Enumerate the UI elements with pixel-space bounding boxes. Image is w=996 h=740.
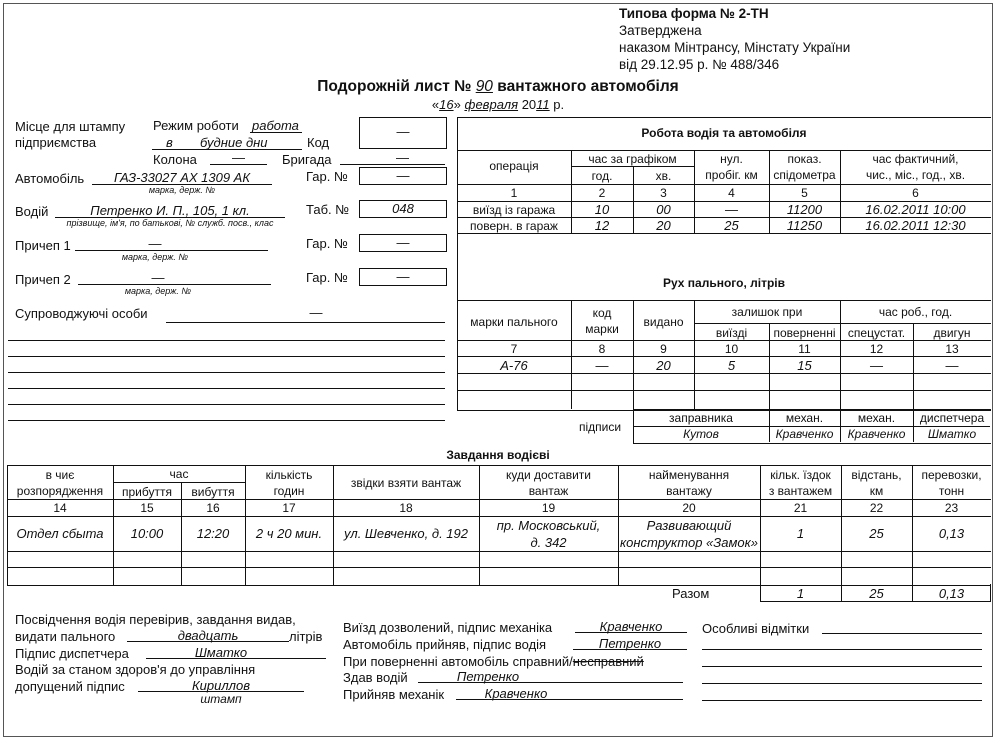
- kolona-value[interactable]: —: [232, 150, 245, 165]
- work-row-zero[interactable]: —: [725, 202, 738, 217]
- task-num: 16: [206, 501, 220, 515]
- sign-disp[interactable]: Шматко: [927, 427, 977, 441]
- task-h-dist-1: відстань,: [851, 468, 902, 482]
- bottom-l3: Підпис диспетчера: [15, 646, 129, 661]
- total-label: Разом: [672, 586, 710, 601]
- work-num: 2: [598, 186, 606, 200]
- fuel-num: 11: [798, 342, 811, 356]
- work-row-hour[interactable]: 10: [594, 202, 610, 217]
- task-dep[interactable]: 12:20: [196, 526, 230, 541]
- tab-label: Таб. №: [306, 202, 350, 217]
- order-label: наказом Мінтрансу, Мінстату України: [619, 40, 851, 55]
- task-h-trips-2: з вантажем: [768, 484, 833, 498]
- waybill-number[interactable]: 90: [475, 78, 493, 95]
- task-num: 15: [140, 501, 154, 515]
- auto-hint: марка, держ. №: [148, 185, 216, 195]
- fuel-amount[interactable]: двадцать: [177, 628, 239, 643]
- medic-sign[interactable]: Кириллов: [191, 678, 251, 693]
- driver-accept-sign[interactable]: Петренко: [598, 636, 662, 651]
- order-date: від 29.12.95 р. № 488/346: [619, 57, 780, 72]
- task-h-order-2: розпорядження: [16, 484, 104, 498]
- task-h-trips-1: кільк. їздок: [770, 468, 831, 482]
- task-dist[interactable]: 25: [869, 526, 884, 541]
- task-trips[interactable]: 1: [796, 526, 805, 541]
- fuel-num: 12: [869, 342, 884, 356]
- date-month[interactable]: февраля: [464, 97, 519, 112]
- bottom-l5: допущений підпис: [15, 679, 125, 694]
- work-num: 5: [801, 186, 808, 200]
- task-title: Завдання водієві: [446, 448, 550, 462]
- fuel-title: Рух пального, літрів: [662, 276, 786, 290]
- total-dist[interactable]: 25: [869, 586, 884, 601]
- task-h-tons-2: тонн: [938, 484, 965, 498]
- work-row-fact[interactable]: 16.02.2011 10:00: [865, 202, 966, 217]
- bottom-m4: Здав водій: [343, 670, 408, 685]
- bottom-m1: Виїзд дозволений, підпис механіка: [343, 620, 553, 635]
- driver-hint: прізвище, ім'я, по батькові, № служб. посв., клас: [66, 218, 274, 228]
- fuel-h-out: виїзді: [715, 326, 748, 340]
- bottom-m5: Прийняв механік: [343, 687, 445, 702]
- driver-value[interactable]: Петренко И. П., 105, 1 кл.: [90, 203, 250, 218]
- approved-label: Затверджена: [619, 23, 702, 38]
- work-num: 3: [660, 186, 667, 200]
- task-num: 18: [399, 501, 413, 515]
- work-h-odo-1: показ.: [787, 152, 822, 166]
- task-h-arr: прибуття: [122, 485, 172, 499]
- fuel-h-code-2: марки: [585, 322, 619, 336]
- fuel-h-brand: марки пального: [470, 315, 558, 329]
- total-trips[interactable]: 1: [796, 586, 805, 601]
- sign-h-mech1: механ.: [785, 411, 824, 425]
- fuel-h-work: час роб., год.: [878, 305, 953, 319]
- work-h-odo-2: спідометра: [773, 168, 836, 182]
- tab-value: 048: [392, 201, 414, 216]
- fuel-issued[interactable]: 20: [656, 358, 671, 373]
- task-num: 17: [282, 501, 296, 515]
- fuel-h-code-1: код: [592, 306, 612, 320]
- work-title: Робота водія та автомобіля: [641, 126, 807, 140]
- task-tons[interactable]: 0,13: [938, 526, 965, 541]
- fuel-spec[interactable]: —: [870, 358, 883, 373]
- task-h-to-2: вантаж: [528, 484, 569, 498]
- trailer2-label: Причеп 2: [15, 272, 71, 287]
- regime-value-1[interactable]: работа: [252, 118, 299, 133]
- fuel-code[interactable]: —: [595, 358, 609, 373]
- trailer1-label: Причеп 1: [15, 238, 71, 253]
- fuel-h-spec: спецустат.: [847, 326, 906, 340]
- task-h-to-1: куди доставити: [505, 468, 591, 482]
- title-prefix: Подорожній лист №: [317, 78, 472, 95]
- gar1-label: Гар. №: [306, 169, 348, 184]
- task-name-1[interactable]: Развивающий: [646, 518, 732, 533]
- fuel-h-eng: двигун: [933, 326, 971, 340]
- sign-mech2[interactable]: Кравченко: [847, 427, 906, 441]
- work-num: 1: [510, 186, 518, 200]
- bryhada-label: Бригада: [282, 152, 332, 167]
- sign-fueler[interactable]: Кутов: [683, 427, 719, 441]
- task-num: 14: [53, 501, 67, 515]
- work-h-zero-1: нул.: [720, 152, 743, 166]
- gar1-value: —: [396, 168, 410, 183]
- task-h-hours-2: годин: [273, 484, 305, 498]
- task-num: 22: [869, 501, 884, 515]
- document-date: «16» февраля 2011 р.: [431, 97, 565, 112]
- work-h-min: хв.: [655, 169, 672, 183]
- bryhada-value[interactable]: —: [396, 150, 409, 165]
- fuel-out[interactable]: 5: [727, 358, 736, 373]
- faulty-option: несправний: [572, 654, 644, 669]
- regime-label: Режим роботи: [153, 118, 239, 133]
- gar2-label: Гар. №: [306, 236, 348, 251]
- task-hours[interactable]: 2 ч 20 мин.: [255, 526, 323, 541]
- work-row-hour[interactable]: 12: [594, 218, 610, 233]
- mechanic-out-sign[interactable]: Кравченко: [599, 619, 663, 634]
- work-h-zero-2: пробіг. км: [705, 168, 758, 182]
- task-to-1[interactable]: пр. Московський,: [496, 518, 601, 533]
- work-row-op: поверн. в гараж: [470, 219, 558, 233]
- task-name-2[interactable]: конструктор «Замок»: [620, 535, 758, 550]
- trailer1-value[interactable]: —: [148, 236, 162, 251]
- regime-value-2a[interactable]: в: [166, 135, 173, 150]
- auto-value[interactable]: ГАЗ-33027 АХ 1309 АК: [113, 170, 251, 185]
- work-row-op: виїзд із гаража: [472, 203, 556, 217]
- work-h-fact-1: час фактичний,: [872, 152, 959, 166]
- driver-label: Водій: [15, 204, 49, 219]
- bottom-m3: При поверненні автомобіль справний/несправний: [343, 654, 644, 669]
- work-row-odo[interactable]: 11250: [786, 218, 823, 233]
- task-num: 19: [541, 501, 556, 515]
- date-year[interactable]: 11: [536, 97, 550, 112]
- task-order[interactable]: Отдел сбыта: [16, 526, 104, 541]
- work-row-odo[interactable]: 11200: [786, 202, 823, 217]
- gar3-value: —: [396, 269, 410, 284]
- fuel-num: 13: [945, 342, 959, 356]
- work-num: 6: [912, 186, 919, 200]
- task-h-dist-2: км: [869, 484, 884, 498]
- work-row-min[interactable]: 20: [656, 218, 671, 233]
- dispatcher-sign[interactable]: Шматко: [194, 645, 248, 660]
- work-row-zero[interactable]: 25: [724, 218, 739, 233]
- fuel-h-issued: видано: [643, 315, 684, 329]
- work-num: 4: [728, 186, 735, 200]
- signatures-label: підписи: [579, 420, 622, 434]
- fuel-num: 7: [510, 342, 518, 356]
- sign-h-fueler: заправника: [669, 411, 733, 425]
- auto-label: Автомобіль: [15, 171, 85, 186]
- bottom-m2: Автомобіль прийняв, підпис водія: [343, 637, 547, 652]
- work-h-hour: год.: [591, 169, 613, 183]
- sign-mech1[interactable]: Кравченко: [775, 427, 834, 441]
- task-num: 21: [793, 501, 808, 515]
- task-from[interactable]: ул. Шевченко, д. 192: [344, 526, 468, 541]
- trailer1-hint: марка, держ. №: [121, 252, 189, 262]
- task-h-hours-1: кількість: [265, 468, 313, 482]
- work-h-sched: час за графіком: [588, 152, 677, 166]
- stamp-hint: штамп: [200, 692, 242, 706]
- kod-label: Код: [307, 135, 330, 150]
- task-num: 23: [944, 501, 959, 515]
- driver-return-sign[interactable]: Петренко: [456, 669, 520, 684]
- document-title: [0, 78, 996, 96]
- form-header: [619, 5, 850, 73]
- total-tons[interactable]: 0,13: [938, 586, 965, 601]
- special-notes-label: Особливі відмітки: [702, 621, 810, 636]
- fuel-h-rest: залишок при: [731, 305, 803, 319]
- escort-value[interactable]: —: [309, 305, 323, 320]
- fuel-num: 10: [724, 342, 739, 356]
- escort-label: Супроводжуючі особи: [15, 306, 148, 321]
- mechanic-return-sign[interactable]: Кравченко: [484, 686, 548, 701]
- stamp-label-2: підприємства: [15, 135, 97, 150]
- task-num: 20: [682, 501, 696, 515]
- bottom-l4: Водій за станом здоров'я до управління: [15, 662, 256, 677]
- date-day[interactable]: 16: [439, 97, 454, 112]
- fuel-eng[interactable]: —: [945, 358, 959, 373]
- bottom-l1: Посвідчення водія перевірив, завдання видав,: [15, 612, 296, 627]
- sign-h-mech2: механ.: [857, 411, 896, 425]
- task-arr[interactable]: 10:00: [130, 526, 164, 541]
- work-h-fact-2: чис., міс., год., хв.: [865, 168, 966, 182]
- task-h-dep: вибуття: [191, 485, 235, 499]
- task-h-order-1: в чиє: [45, 468, 75, 482]
- fuel-h-ret: поверненні: [773, 326, 836, 340]
- work-h-op: операція: [489, 159, 539, 173]
- kolona-label: Колона: [153, 152, 197, 167]
- work-row-fact[interactable]: 16.02.2011 12:30: [865, 218, 966, 233]
- task-h-from: звідки взяти вантаж: [350, 476, 462, 490]
- kod-value: —: [396, 124, 410, 139]
- sign-h-disp: диспетчера: [919, 411, 985, 425]
- task-h-name-2: вантажу: [666, 484, 712, 498]
- task-h-time: час: [169, 467, 189, 481]
- fuel-brand[interactable]: А-76: [500, 358, 528, 373]
- gar2-value: —: [396, 235, 410, 250]
- fuel-num: 8: [598, 342, 606, 356]
- task-h-tons-1: перевозки,: [921, 468, 982, 482]
- regime-value-2b[interactable]: будние дни: [200, 135, 268, 150]
- form-name: Типова форма № 2-ТН: [619, 6, 769, 21]
- fuel-num: 9: [660, 342, 667, 356]
- task-to-2[interactable]: д. 342: [530, 535, 567, 550]
- fuel-ret[interactable]: 15: [797, 358, 812, 373]
- bottom-l2: видати пального: [15, 629, 116, 644]
- work-row-min[interactable]: 00: [656, 202, 671, 217]
- title-suffix: вантажного автомобіля: [497, 78, 679, 95]
- trailer2-hint: марка, держ. №: [124, 286, 192, 296]
- task-h-name-1: найменування: [648, 468, 730, 482]
- gar3-label: Гар. №: [306, 270, 348, 285]
- trailer2-value[interactable]: —: [151, 270, 165, 285]
- stamp-label-1: Місце для штампу: [15, 119, 126, 134]
- fuel-unit: літрів: [289, 629, 323, 644]
